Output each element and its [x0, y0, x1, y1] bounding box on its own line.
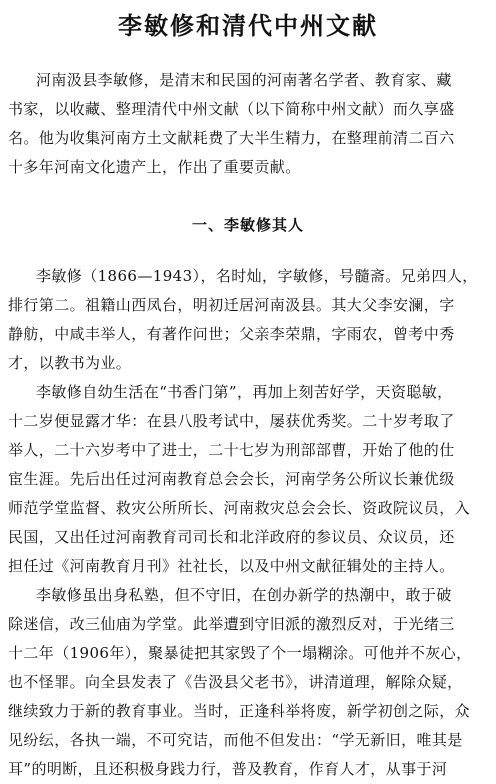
text-line: 见纷纭，各执一端，不可究诘，而他不但发出：“学无新旧，唯其是	[8, 731, 463, 749]
text-line: 也不怪罪。向全县发表了《告汲县父老书》，讲清道理，解除众疑，	[8, 673, 463, 691]
page-title: 李敏修和清代中州文献	[118, 11, 378, 40]
text-line: 李敏修虽出身私塾，但不守旧，在创办新学的热潮中，敢于破	[36, 586, 452, 604]
text-line: 耳”的明断，且还积极身践力行，普及教育，作育人才，从事于河	[8, 760, 448, 778]
text-line: 李敏修自幼生活在“书香门第”，再加上刻苦好学，天资聪敏，	[36, 383, 453, 401]
text-line: 除迷信，改三仙庙为学堂。此举遭到守旧派的激烈反对，于光绪三	[8, 615, 455, 633]
text-line: 十二岁便显露才华：在县八股考试中，屡获优秀奖。二十岁考取了	[8, 412, 455, 430]
text-line: 师范学堂监督、救灾公所所长、河南救灾总会会长、资政院议员，入	[8, 499, 471, 517]
text-line: 十多年河南文化遗产上，作出了重要贡献。	[8, 158, 301, 176]
paragraph-career	[8, 378, 490, 581]
paragraph-biography	[8, 262, 490, 378]
text-line: 排行第二。祖籍山西凤台，明初迁居河南汲县。其大父李安澜，字	[8, 296, 455, 314]
text-line: 才，以教书为业。	[8, 354, 132, 372]
text-line: 举人，二十六岁考中了进士，二十七岁为刑部部曹，开始了他的仕	[8, 441, 455, 459]
text-line: 继续致力于新的教育事业。当时，正逢科举将废，新学初创之际，众	[8, 702, 471, 720]
text-line: 李敏修（1866—1943），名时灿，字敏修，号髓斋。兄弟四人，	[36, 267, 478, 285]
text-line: 河南汲县李敏修，是清末和民国的河南著名学者、教育家、藏	[36, 71, 452, 89]
text-line: 十二年（1906年），聚暴徒把其家毁了个一塌糊涂。可他并不灰心，	[8, 644, 472, 662]
text-line: 书家，以收藏、整理清代中州文献（以下简称中州文献）而久享盛	[8, 100, 455, 118]
intro-paragraph	[8, 66, 490, 182]
text-line: 民国，又出任过河南教育司司长和北洋政府的参议员、众议员，还	[8, 528, 455, 546]
text-line: 担任过《河南教育月刊》社社长，以及中州文献征辑处的主持人。	[8, 557, 455, 575]
text-line: 静舫，中咸丰举人，有著作问世；父亲李荣鼎，字雨农，曾考中秀	[8, 325, 455, 343]
text-line: 名。他为收集河南方土文献耗费了大半生精力，在整理前清二百六	[8, 129, 455, 147]
section-heading: 一、李敏修其人	[191, 216, 304, 234]
paragraph-education	[8, 581, 490, 784]
text-line: 宦生涯。先后出任过河南教育总会会长，河南学务公所议长兼优级	[8, 470, 455, 488]
